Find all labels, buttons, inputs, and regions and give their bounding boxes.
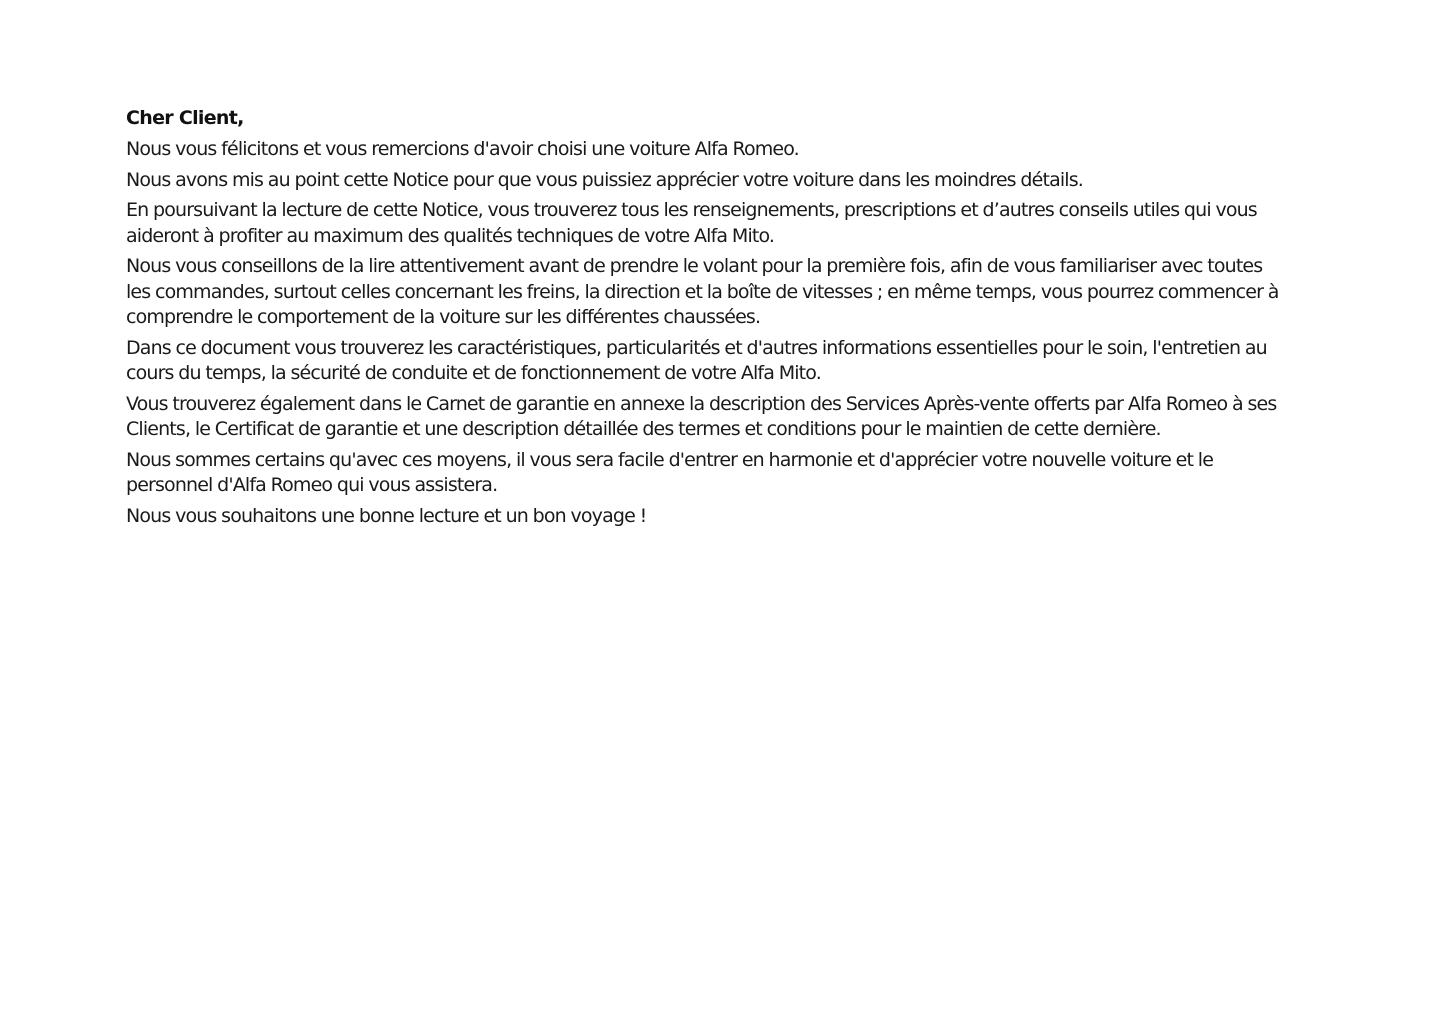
salutation: Cher Client,: [126, 107, 244, 129]
paragraph-congratulations: Nous vous félicitons et vous remercions d'avoir choisi une voiture Alfa Romeo.: [126, 138, 799, 160]
paragraph-document-info: Dans ce document vous trouverez les caractéristiques, particularités et d'autres informations essentielles pour le soin, l'entretien au cours du temps, la sécurité de conduite et de fonctionnement de votre Alfa Mito.: [126, 336, 1267, 384]
paragraph-harmony: Nous sommes certains qu'avec ces moyens, il vous sera facile d'entrer en harmonie et d'apprécier votre nouvelle voiture et le personnel d'Alfa Romeo qui vous assistera.: [126, 448, 1214, 496]
paragraph-read-advice: Nous vous conseillons de la lire attentivement avant de prendre le volant pour la première fois, afin de vous familiariser avec toutes les commandes, surtout celles concernant les freins, la direction et la boîte de vitesses ; en même temps, vous pourrez commencer à comprendre le comportement de la voiture sur les différentes chaussées.: [126, 255, 1279, 328]
paragraph-notice-contents: En poursuivant la lecture de cette Notice, vous trouverez tous les renseignements, prescriptions et d’autres conseils utiles qui vous aideront à profiter au maximum des qualités techniques de votre Alfa Mito.: [126, 199, 1257, 247]
paragraph-closing: Nous vous souhaitons une bonne lecture et un bon voyage !: [126, 504, 647, 527]
letter-body: [126, 106, 1286, 534]
paragraph-notice-purpose: Nous avons mis au point cette Notice pour que vous puissiez apprécier votre voiture dans les moindres détails.: [126, 168, 1083, 191]
paragraph-warranty: Vous trouverez également dans le Carnet de garantie en annexe la description des Services Après-vente offerts par Alfa Romeo à ses Clients, le Certificat de garantie et une description détaillée des termes et conditions pour le maintien de cette dernière.: [126, 392, 1277, 440]
